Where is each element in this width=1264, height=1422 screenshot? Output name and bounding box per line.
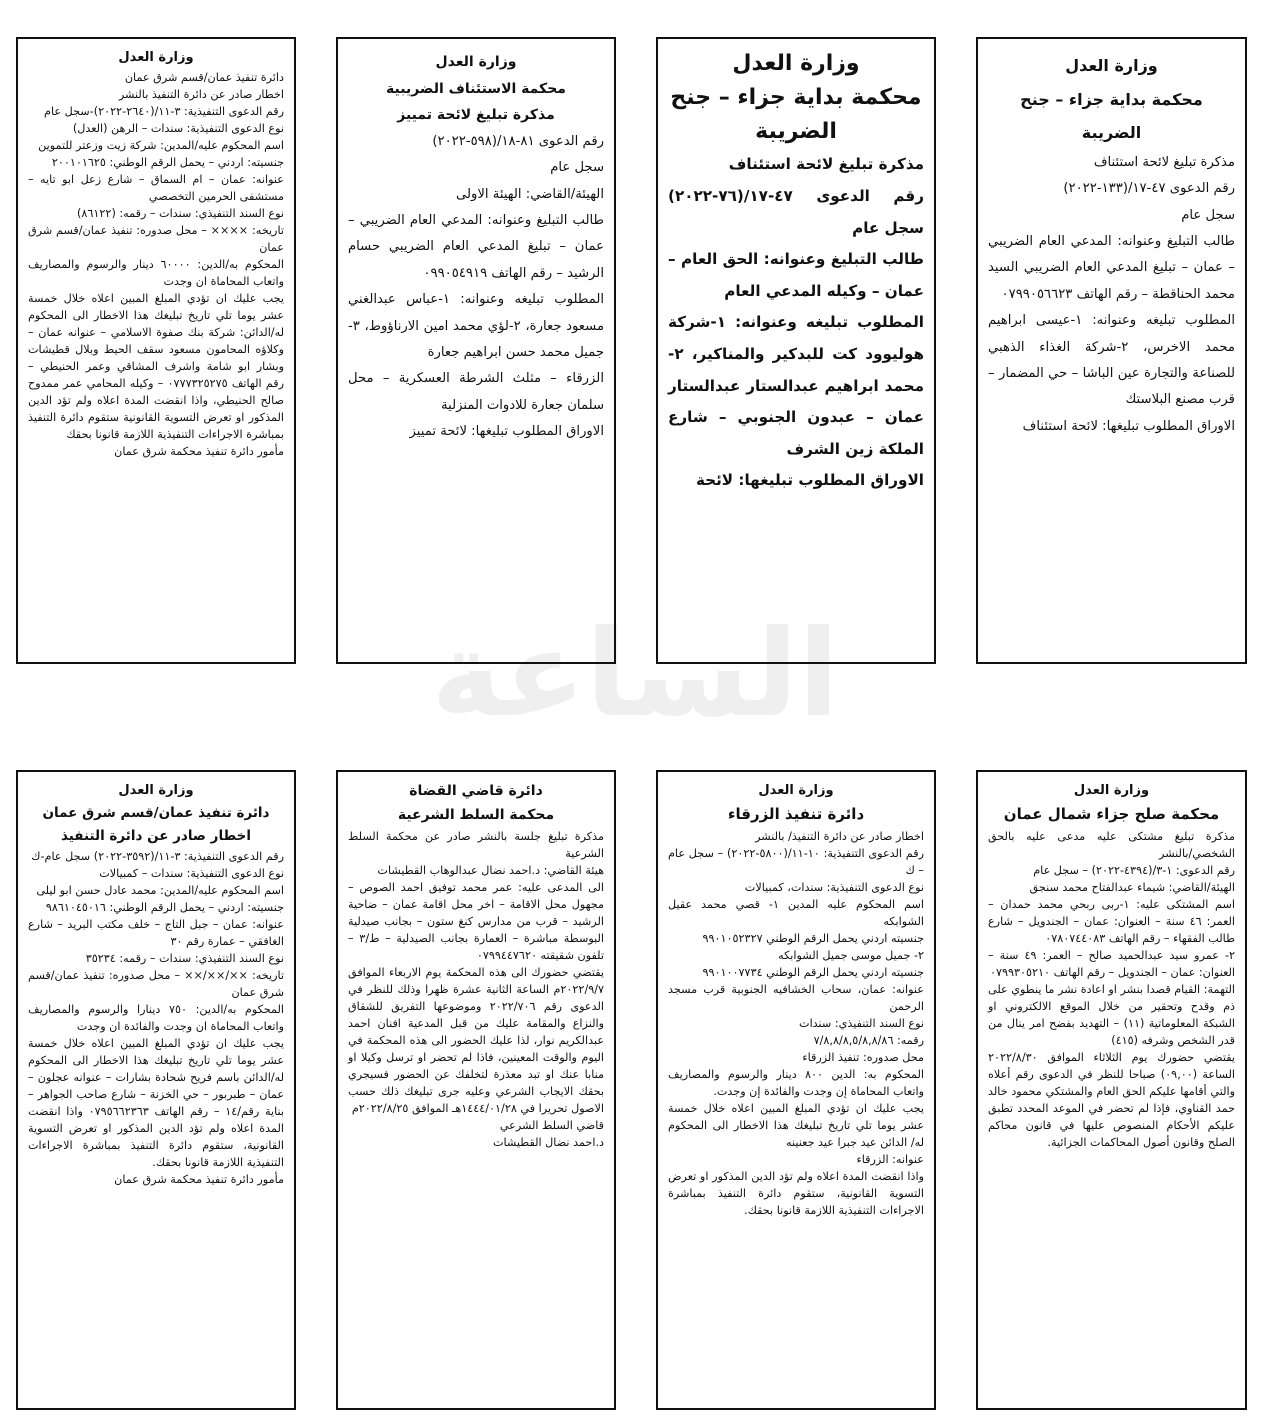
- notice-line: نوع الدعوى التنفيذية: سندات – كمبيالات: [99, 866, 284, 880]
- notice-heading: دائرة قاضي القضاة: [409, 783, 543, 799]
- notice-line: جنسيته: اردني – يحمل الرقم الوطني: ٩٨٦١٠٤٥٠١٦: [45, 901, 284, 915]
- notice-top-right: [976, 37, 1247, 664]
- notice-heading: وزارة العدل: [118, 783, 194, 798]
- notice-line: مأمور دائرة تنفيذ محكمة شرق عمان: [114, 445, 284, 459]
- notice-line: الزرقاء – مثلث الشرطة العسكرية – محل سلمان جعارة للادوات المنزلية: [348, 371, 604, 413]
- notice-line: التهمة: القيام قصدا بنشر او اعادة نشر ما ينطوي على ذم وقدح وتحقير من خلال الموقع الالكتروني او الشبكة المعلوماتية (١١) – التهديد بفضح امر ينال من قدر الشخص وشرفه (٤١٥): [988, 982, 1235, 1047]
- notice-line: مذكرة تبليغ لائحة استئناف: [1093, 154, 1235, 170]
- notice-line: مذكرة تبليغ لائحة استئناف: [728, 155, 924, 174]
- notice-line: الاوراق المطلوب تبليغها: لائحة تمييز: [409, 424, 604, 440]
- notice-line: عنوانه: عمان – جبل التاج – خلف مكتب البريد – شارع الغافقي – عمارة رقم ٣٠: [28, 918, 284, 949]
- notice-line: المطلوب تبليغه وعنوانه: ١-عيسى ابراهيم محمد الاخرس، ٢-شركة الغذاء الذهبي للصناعة والتجارة عين الباشا – حي المضمار – قرب مصنع البلاستك: [988, 313, 1235, 408]
- notice-line: يجب عليك ان تؤدي المبلغ المبين اعلاه خلال خمسة عشر يوما تلي تاريخ تبليغك هذا الاخطار الى المحكوم له/الدائن: شركة بنك صفوة الاسلامي – عنوانه عمان – وكلاؤه المحامون مسعود سقف الحيط وبلال قطيشات وبشار ابو شامة واشرف المشاقي وعمر الحنيطي – رقم الهاتف ٠٧٧٧٣٢٥٢٧٥ – وكيله المحامي عمر ممدوح صالح الحنيطي، واذا انقضت المدة اعلاه ولم تؤد الدين المذكور او تعرض التسوية القانونية ستقوم دائرة التنفيذ بمباشرة الاجراءات التنفيذية اللازمة قانونا بحقك: [28, 292, 284, 442]
- notice-line: المحكوم به: الدين ٨٠٠ دينار والرسوم والمصاريف واتعاب المحاماة إن وجدت والفائدة إن وجدت.: [668, 1067, 924, 1098]
- notice-line: دائرة تنفيذ عمان/قسم شرق عمان: [124, 71, 284, 85]
- notice-bottom-center-right: [656, 770, 936, 1410]
- notice-line: مأمور دائرة تنفيذ محكمة شرق عمان: [114, 1173, 284, 1187]
- notice-line: طالب التبليغ وعنوانه: الحق العام – عمان – وكيله المدعي العام: [668, 250, 924, 300]
- notice-line: جنسيته: اردني – يحمل الرقم الوطني: ٢٠٠١٠١٦٢٥: [51, 156, 284, 170]
- notice-line: رقمه: ٧/٨,٨/٨,٥/٨,٨/٨٦: [813, 1033, 924, 1047]
- notice-heading: وزارة العدل: [1065, 56, 1158, 75]
- notice-top-center-left: [336, 37, 616, 664]
- notice-heading: دائرة تنفيذ الزرقاء: [727, 805, 865, 824]
- notice-heading: اخطار صادر عن دائرة التنفيذ: [60, 828, 252, 845]
- notice-line: الهيئة/القاضي: شيماء عبدالفتاح محمد سنجق: [1029, 880, 1235, 894]
- notice-line: عنوانه: الزرقاء: [856, 1152, 924, 1166]
- notice-top-center-right: [656, 37, 936, 664]
- notice-line: تاريخه: ××/××/×× – محل صدوره: تنفيذ عمان/قسم شرق عمان: [28, 969, 284, 1000]
- notice-line: جنسيته اردني يحمل الرقم الوطني ٩٩٠١٠٠٧٧٣٤: [702, 965, 924, 979]
- notice-bottom-center-left: [336, 770, 616, 1410]
- notice-line: نوع الدعوى التنفيذية: سندات – الرهن (العدل): [72, 122, 284, 136]
- notice-line: يقتضي حضورك يوم الثلاثاء الموافق ٢٠٢٢/٨/٣٠ الساعة (٠٩,٠٠) صباحا للنظر في الدعوى رقم أعلاه والتي أقامها عليكم الحق العام والمشتكي محمود خالد حمد القناوي، فإذا لم تحضر في الموعد المحدد تطبق عليكم الأحكام المنصوص عليها في قانون محاكم الصلح وقانون أصول المحاكمات الجزائية.: [988, 1050, 1235, 1149]
- notice-line: المطلوب تبليغه وعنوانه: ١-عباس عبدالغني مسعود جعارة، ٢-لؤي محمد امين الارناؤوط، ٣-جميل محمد حسن ابراهيم جعارة: [348, 292, 605, 361]
- notice-line: د.احمد نضال القطيشات: [492, 1135, 604, 1149]
- notice-line: هيئة القاضي: د.احمد نضال عبدالوهاب القطيشات: [377, 863, 604, 877]
- notice-line: اسم المشتكى عليه: ١-ربى ربحي محمد حمدان – العمر: ٤٦ سنة – العنوان: عمان – الجندويل – شارع طالب الفقهاء – رقم الهاتف ٠٧٨٠٧٤٤٠٨٣: [988, 897, 1235, 945]
- notice-line: سجل عام: [1181, 207, 1235, 223]
- notice-line: الاوراق المطلوب تبليغها: لائحة: [695, 471, 924, 490]
- notice-line: يقتضي حضورك الى هذه المحكمة يوم الاربعاء الموافق ٢٠٢٢/٩/٧م الساعة الثانية عشرة ظهرا وذلك للنظر في الدعوى رقم ٢٠٢٢/٧٠٦ وموضوعها التفريق للشقاق والنزاع والمقامة عليك من قبل المدعية افنان احمد عبدالكريم نوار، لذا عليك الحضور الى هذه المحكمة في اليوم والوقت المعينين، فاذا لم تحضر او ترسل وكيلا او منابا عنك او تبد معذرة لتخلفك عن الحضور فسيجري بحقك الايجاب الشرعي وعليه جرى تبليغك ذلك حسب الاصول تحريرا في ١٤٤٤/٠١/٢٨هـ الموافق ٢٠٢٢/٨/٢٥م: [348, 965, 604, 1115]
- notice-line: الاوراق المطلوب تبليغها: لائحة استئناف: [1022, 418, 1235, 434]
- notice-heading: مذكرة تبليغ لائحة تمييز: [397, 107, 555, 124]
- notice-line: اخطار صادر عن دائرة التنفيذ بالنشر: [118, 88, 284, 102]
- notice-line: يجب عليك ان تؤدي المبلغ المبين اعلاه خلال خمسة عشر يوما تلي تاريخ تبليغك هذا الاخطار الى المحكوم له/ الدائن عيد جبرا عيد جعنينه: [668, 1101, 924, 1149]
- notice-line: رقم الدعوى ٤٧-١٧/(١٣٣-٢٠٢٢): [1063, 181, 1235, 197]
- notice-top-left: [16, 37, 296, 664]
- notice-line: اسم المحكوم عليه/المدين: شركة زيت وزعتر للتموين: [38, 139, 284, 153]
- notice-line: قاضي السلط الشرعي: [499, 1118, 604, 1132]
- notice-line: المحكوم به/الدين: ٦٠٠٠٠ دينار والرسوم والمصاريف واتعاب المحاماة ان وجدت: [28, 258, 285, 289]
- notice-bottom-left: [16, 770, 296, 1410]
- notice-line: ٢- جميل موسى جميل الشوابكه: [778, 948, 924, 962]
- notice-line: مذكرة تبليغ مشتكى عليه مدعى عليه بالحق الشخصي/بالنشر: [988, 829, 1235, 860]
- notice-line: نوع السند التنفيذي: سندات – رقمه: ٣٥٢٣٤: [85, 952, 284, 966]
- notice-line: واذا انقضت المدة اعلاه ولم تؤد الدين المذكور او تعرض التسوية القانونية، ستقوم دائرة التنفيذ بمباشرة الاجراءات التنفيذية اللازمة قانونا بحقك.: [668, 1169, 924, 1217]
- notice-line: اسم المحكوم عليه/المدين: محمد عادل حسن ابو ليلى: [36, 884, 284, 897]
- notice-line: رقم الدعوى التنفيذية: ٣-١١/(٢٦٤٠-٢٠٢٢)-سجل عام: [44, 105, 284, 119]
- notice-line: ٢- عمرو سيد عبدالحميد صالح – العمر: ٤٩ سنة – العنوان: عمان – الجندويل – رقم الهاتف ٠٧٩٩٣٠٥٢١٠: [988, 948, 1235, 979]
- notice-line: جنسيته اردني يحمل الرقم الوطني ٩٩٠١٠٥٢٣٢٧: [702, 931, 924, 945]
- notice-line: تاريخه: ×××× – محل صدوره: تنفيذ عمان/قسم شرق عمان: [28, 224, 284, 255]
- notice-line: رقم الدعوى ٤٧-١٧/(٧٦-٢٠٢٢) سجل عام: [668, 186, 924, 237]
- notice-line: عنوانه: عمان، سحاب الخشافيه الجنوبية قرب مسجد الرحمن: [668, 982, 924, 1013]
- notice-heading: محكمة بداية جزاء – جنح الضريبة: [1020, 89, 1203, 143]
- notice-line: نوع السند التنفيذي: سندات – رقمه: (٨٦١٢٢): [77, 207, 284, 221]
- watermark-text: الساعة: [430, 605, 840, 744]
- notice-line: رقم الدعوى التنفيذية: ٣-١١/(٣٥٩٢-٢٠٢٢) سجل عام-ك: [31, 849, 284, 863]
- notice-heading: محكمة بداية جزاء – جنح الضريبة: [670, 85, 922, 145]
- notice-line: الى المدعى عليه: عمر محمد توفيق احمد الصوص – مجهول محل الاقامة – اخر محل اقامة عمان – ضاحية الرشيد – قرب من مدارس كنغ ستون – بجانب صيدلية البوسطة مباشرة – العمارة بجانب الصيدلية – ط/٣ – تلفون شقيقته ٠٧٩٩٤٤٧٦٢٠: [348, 880, 605, 962]
- notice-line: الهيئة/القاضي: الهيئة الاولى: [456, 186, 604, 202]
- notice-heading: وزارة العدل: [758, 783, 834, 798]
- notice-line: اسم المحكوم عليه المدين ١- قصي محمد عقيل الشوابكه: [668, 897, 924, 928]
- notice-line: يجب عليك ان تؤدي المبلغ المبين اعلاه خلال خمسة عشر يوما تلي تاريخ تبليغك هذا الاخطار الى المحكوم له/الدائن باسم فريح شحادة بشارات – عنوانه عجلون – عمان – طبربور – حي الخزنة – شارع صاحب الجواهر – بناية رقم/١٤ – رقم الهاتف ٠٧٩٥٦٦٢٣٦٣ واذا انقضت المدة اعلاه ولم تؤد الدين المذكور او تعرض التسوية القانونية، ستقوم دائرة التنفيذ بمباشرة الاجراءات التنفيذية اللازمة قانونا بحقك.: [28, 1037, 284, 1170]
- notice-heading: وزارة العدل: [732, 51, 860, 76]
- notice-line: مذكرة تبليغ جلسة بالنشر صادر عن محكمة السلط الشرعية: [348, 829, 604, 860]
- notice-line: رقم الدعوى التنفيذية: ١٠-١١/(٥٨٠٠-٢٠٢٢) – سجل عام – ك: [668, 846, 924, 877]
- notice-line: نوع السند التنفيذي: سندات: [799, 1016, 924, 1030]
- notice-heading: وزارة العدل: [118, 50, 194, 65]
- notice-bottom-right: [976, 770, 1247, 1410]
- notice-heading: وزارة العدل: [435, 54, 517, 70]
- notice-line: المطلوب تبليغه وعنوانه: ١-شركة هوليوود كت للبدكير والمناكير، ٢-محمد ابراهيم عبدالستار عبدالستار عمان – عبدون الجنوبي – شارع الملكة زين الشرف: [668, 313, 924, 458]
- notice-line: المحكوم به/الدين: ٧٥٠ دينارا والرسوم والمصاريف واتعاب المحاماة ان وجدت والفائدة ان وجدت: [28, 1003, 285, 1034]
- notice-line: اخطار صادر عن دائرة التنفيذ/ بالنشر: [755, 829, 924, 843]
- notice-heading: دائرة تنفيذ عمان/قسم شرق عمان: [42, 805, 270, 822]
- notice-line: محل صدوره: تنفيذ الزرقاء: [802, 1050, 924, 1064]
- notice-heading: محكمة السلط الشرعية: [397, 806, 555, 823]
- notice-heading: وزارة العدل: [1073, 783, 1150, 798]
- notice-heading: محكمة صلح جزاء شمال عمان: [1003, 805, 1220, 824]
- notice-line: طالب التبليغ وعنوانه: المدعي العام الضريبي – عمان – تبليغ المدعي العام الضريبي حسام الرشيد – رقم الهاتف ٠٩٩٠٥٤٩١٩: [348, 213, 604, 281]
- notice-line: عنوانه: عمان – ام السماق – شارع زعل ابو تايه – مستشفى الحرمين التخصصي: [28, 173, 284, 204]
- notice-line: سجل عام: [550, 160, 604, 176]
- notice-line: رقم الدعوى: ١-٣/(٤٣٩٤-٢٠٢٢) – سجل عام: [1033, 863, 1235, 877]
- notice-line: نوع الدعوى التنفيذية: سندات، كمبيالات: [744, 880, 924, 894]
- notice-heading: محكمة الاستئناف الضريبية: [386, 80, 566, 97]
- notice-line: طالب التبليغ وعنوانه: المدعي العام الضريبي – عمان – تبليغ المدعي العام الضريبي السيد محمد الحناقطة – رقم الهاتف ٠٧٩٩٠٥٦٦٢٣: [988, 234, 1235, 302]
- notice-line: رقم الدعوى ٨١-١٨/(٥٩٨-٢٠٢٢): [432, 133, 604, 149]
